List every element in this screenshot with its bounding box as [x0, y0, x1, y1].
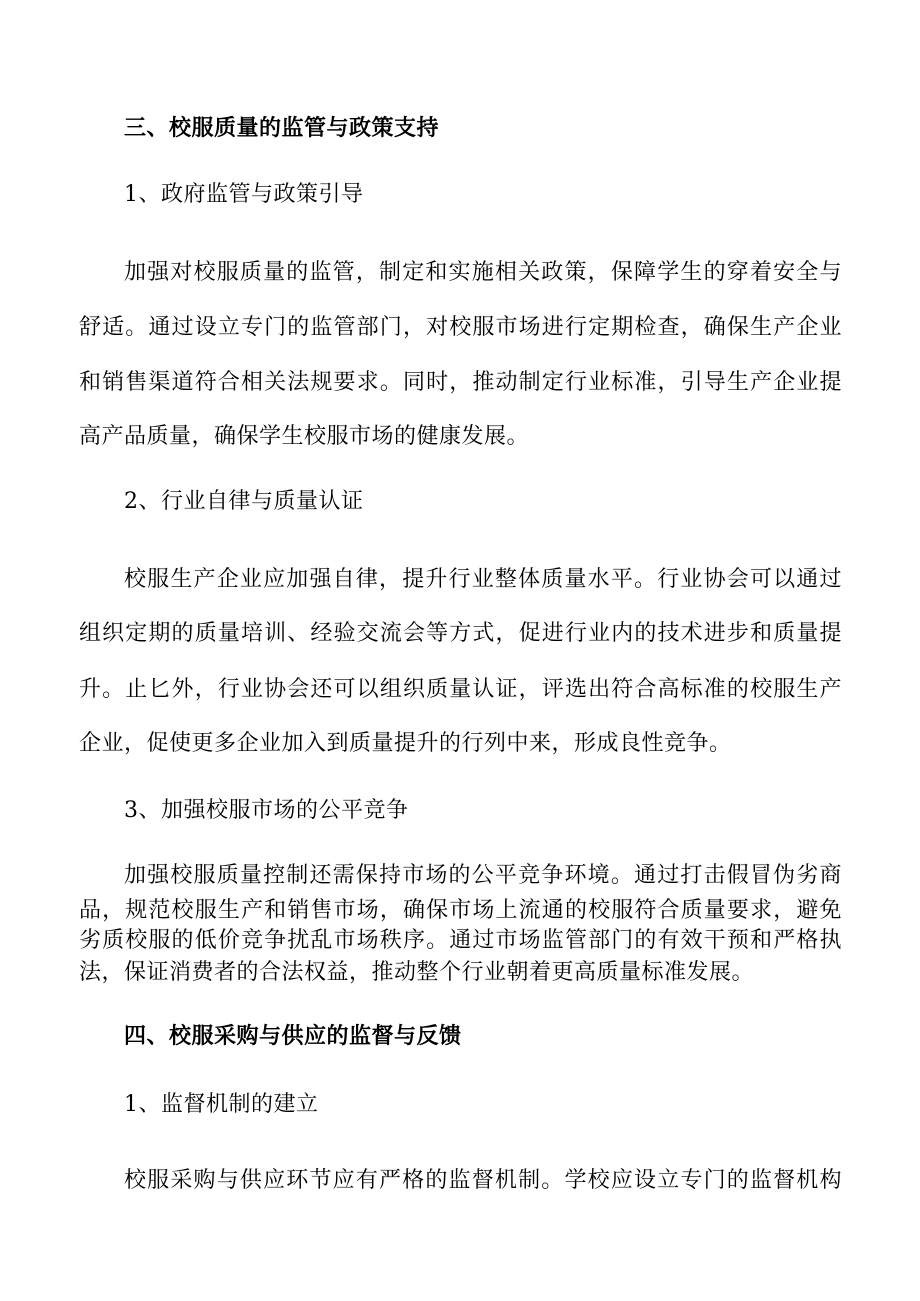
paragraph-1-line-3: 和销售渠道符合相关法规要求。同时，推动制定行业标准，引导生产企业提 [79, 370, 842, 395]
paragraph-3-line-3: 劣质校服的低价竞争扰乱市场秩序。通过市场监管部门的有效干预和严格执 [79, 928, 842, 953]
paragraph-4-line-1: 校服采购与供应环节应有严格的监督机制。学校应设立专门的监督机构 [124, 1168, 842, 1193]
paragraph-1-line-4: 高产品质量，确保学生校服市场的健康发展。 [79, 424, 530, 449]
subsection-2-heading: 2、行业自律与质量认证 [124, 489, 364, 514]
paragraph-2-line-3: 升。止匕外，行业协会还可以组织质量认证，评选出符合高标准的校服生产 [79, 677, 842, 702]
subsection-1-heading: 1、政府监管与政策引导 [124, 182, 364, 207]
paragraph-1-line-1: 加强对校服质量的监管，制定和实施相关政策，保障学生的穿着安全与 [124, 260, 842, 285]
paragraph-3-line-1: 加强校服质量控制还需保持市场的公平竞争环境。通过打击假冒伪劣商 [124, 863, 842, 888]
section-3-title: 三、校服质量的监管与政策支持 [124, 115, 440, 141]
subsection-4-heading: 1、监督机制的建立 [124, 1092, 319, 1117]
paragraph-2-line-1: 校服生产企业应加强自律，提升行业整体质量水平。行业协会可以通过 [124, 567, 842, 592]
paragraph-2-line-4: 企业，促使更多企业加入到质量提升的行列中来，形成良性竞争。 [79, 731, 732, 756]
paragraph-3-line-2: 品，规范校服生产和销售市场，确保市场上流通的校服符合质量要求，避免 [79, 898, 842, 923]
paragraph-3-line-4: 法，保证消费者的合法权益，推动整个行业朝着更高质量标准发展。 [79, 960, 755, 985]
paragraph-2-line-2: 组织定期的质量培训、经验交流会等方式，促进行业内的技术进步和质量提 [79, 621, 842, 646]
section-4-title: 四、校服采购与供应的监督与反馈 [124, 1023, 462, 1049]
subsection-3-heading: 3、加强校服市场的公平竞争 [124, 798, 409, 823]
paragraph-1-line-2: 舒适。通过设立专门的监管部门，对校服市场进行定期检查，确保生产企业 [79, 315, 842, 340]
